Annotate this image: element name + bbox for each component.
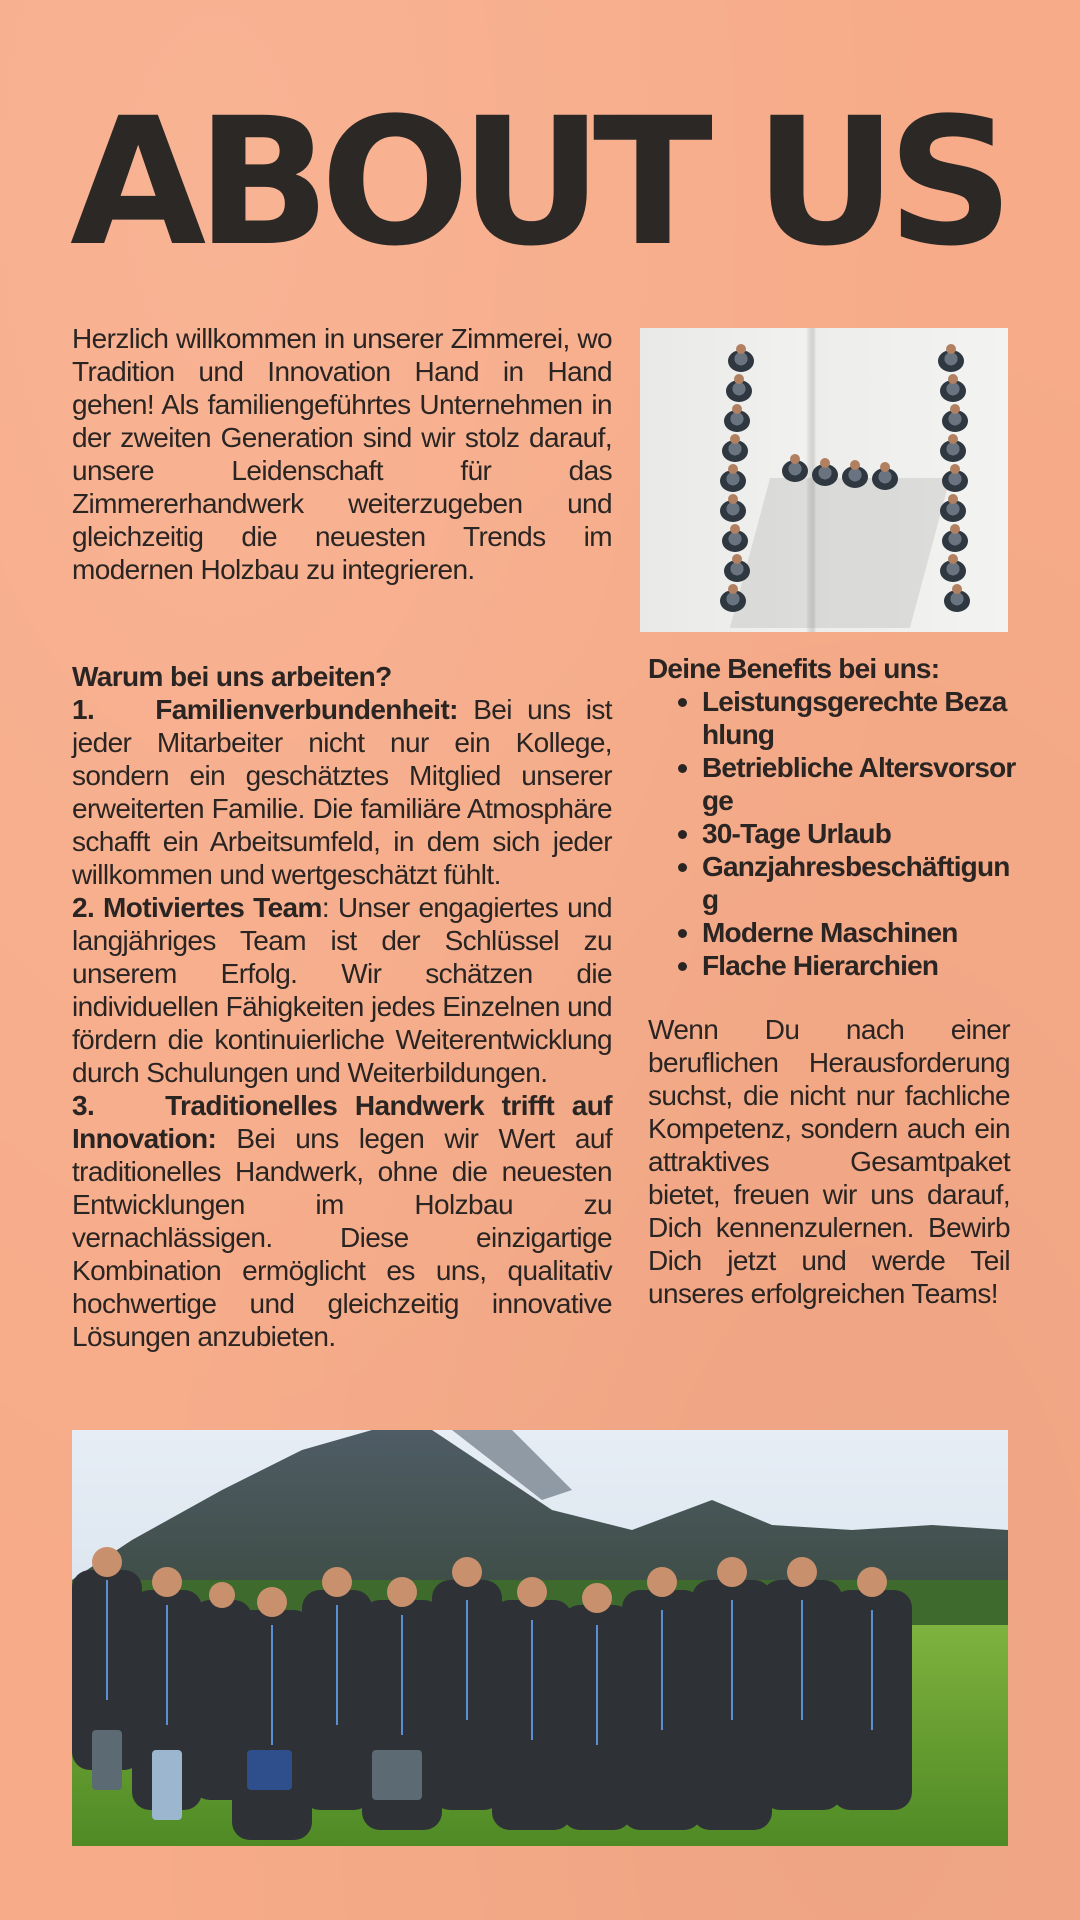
why-point-2-text: : Unser engagiertes und langjähriges Team ist der Schlüssel zu unserem Erfolg. Wir schätzen die individuellen Fähigkeiten jedes Einzelnen und fördern die kontinuierliche Weiterentwicklung durch Schulungen und Weiterbildungen.	[72, 892, 612, 1088]
why-point-3-label: 3. Traditionelles Handwerk trifft auf Innovation:	[72, 1090, 612, 1154]
why-point-1-label: 1. Familienverbundenheit:	[72, 694, 458, 725]
benefit-item: Moderne Maschinen	[702, 916, 1018, 949]
why-work-with-us	[72, 660, 612, 1353]
why-point-2-label: 2. Motiviertes Team	[72, 892, 322, 923]
closing-text: Wenn Du nach einer beruflichen Herausforderung suchst, die nicht nur fachliche Kompetenz, sondern auch ein attraktives Gesamtpaket bietet, freuen wir uns darauf, Dich kennenzulernen. Bewirb Dich jetzt und werde Teil unseres erfolgreichen Teams!	[648, 1014, 1010, 1309]
page-title: ABOUT US	[70, 80, 1004, 285]
benefit-item: Leistungsgerechte Bezahlung	[702, 685, 1018, 751]
team-photo	[72, 1430, 1008, 1846]
benefit-item: 30-Tage Urlaub	[702, 817, 1018, 850]
benefits-section	[648, 652, 1018, 982]
why-heading: Warum bei uns arbeiten?	[72, 661, 392, 692]
benefits-list	[648, 685, 1018, 982]
h-formation-photo	[640, 328, 1008, 632]
benefit-item: Ganzjahresbeschäftigung	[702, 850, 1018, 916]
intro-text: Herzlich willkommen in unserer Zimmerei, wo Tradition und Innovation Hand in Hand gehen! Als familiengeführtes Unternehmen in der zweiten Generation sind wir stolz darauf, unsere Leidenschaft für das Zimmererhandwerk weiterzugeben und gleichzeitig die neuesten Trends im modernen Holzbau zu integrieren.	[72, 323, 612, 585]
benefits-heading: Deine Benefits bei uns:	[648, 653, 940, 684]
why-point-3	[72, 1090, 612, 1352]
benefit-item: Betriebliche Altersvorsorge	[702, 751, 1018, 817]
why-point-2	[72, 892, 612, 1088]
why-point-3-text: Bei uns legen wir Wert auf traditionelles Handwerk, ohne die neuesten Entwicklungen im Holzbau zu vernachlässigen. Diese einzigartige Kombination ermöglicht es uns, qualitativ hochwertige und gleichzeitig innovative Lösungen anzubieten.	[72, 1123, 612, 1352]
benefit-item: Flache Hierarchien	[702, 949, 1018, 982]
why-point-1-text: Bei uns ist jeder Mitarbeiter nicht nur ein Kollege, sondern ein geschätztes Mitglied unserer erweiterten Familie. Die familiäre Atmosphäre schafft ein Arbeitsumfeld, in dem sich jeder willkommen und wertgeschätzt fühlt.	[72, 694, 612, 890]
why-point-1	[72, 694, 612, 890]
